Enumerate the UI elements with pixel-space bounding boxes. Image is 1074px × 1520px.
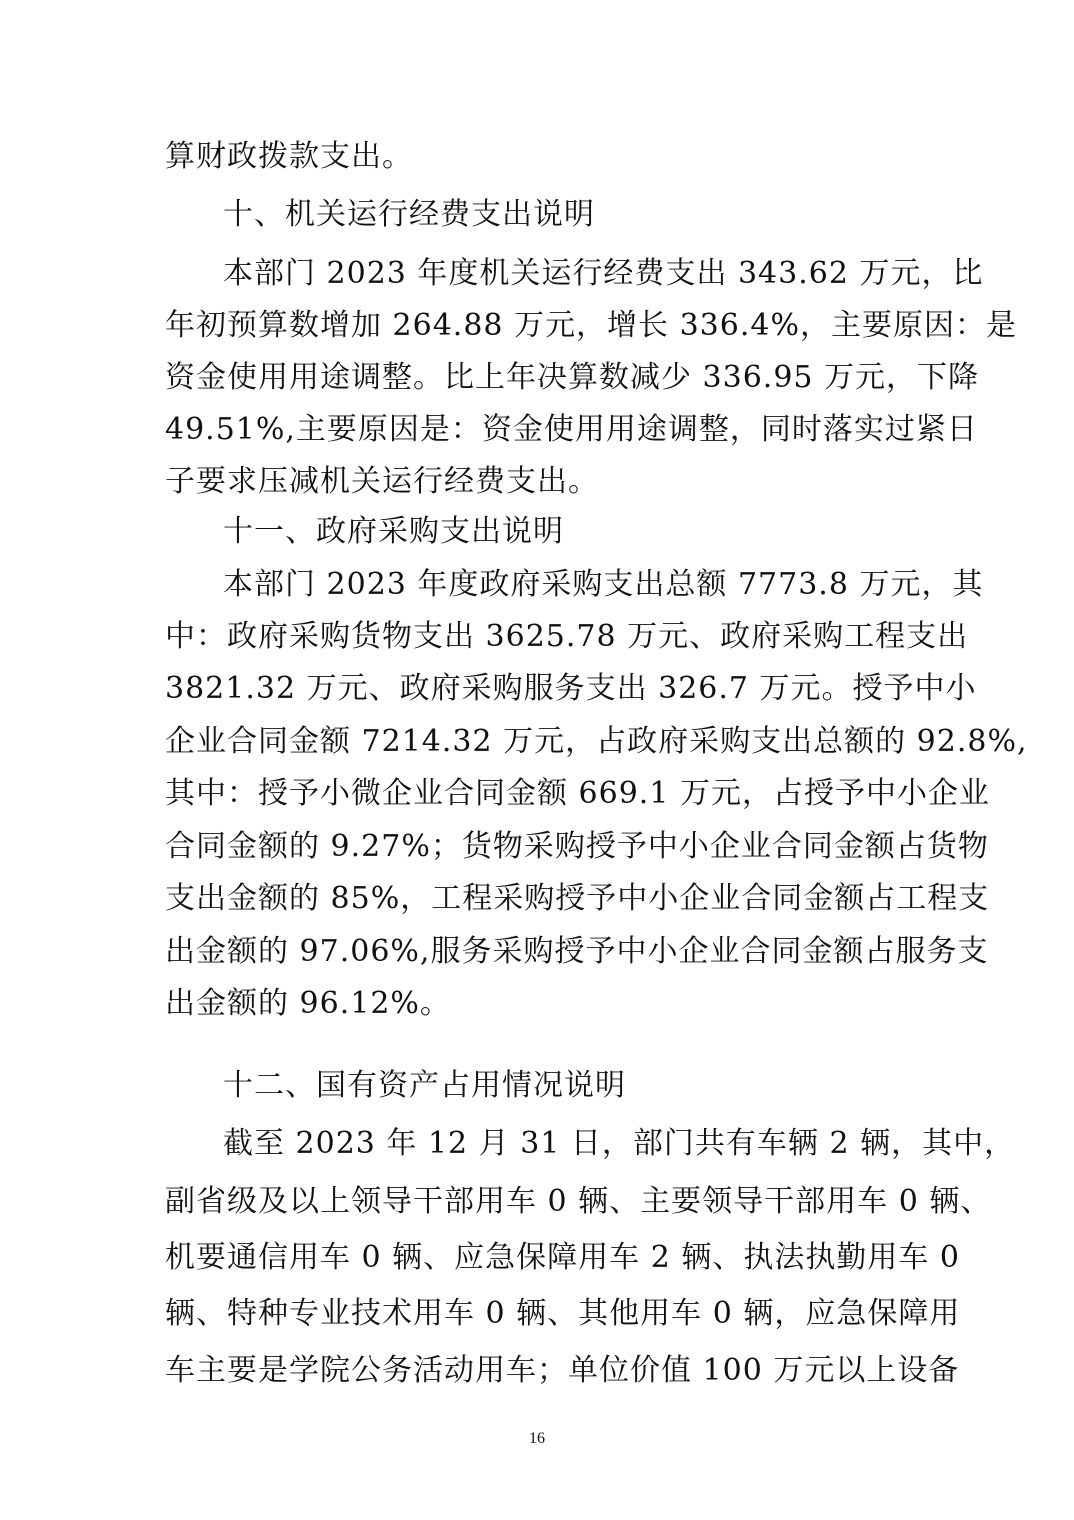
paragraph-line: 算财政拨款支出。: [165, 139, 413, 174]
section-11-heading: 十一、政府采购支出说明: [223, 514, 564, 549]
paragraph-line: 支出金额的 85%，工程采购授予中小企业合同金额占工程支: [165, 881, 990, 916]
paragraph-line: 截至 2023 年 12 月 31 日，部门共有车辆 2 辆，其中，: [223, 1126, 1016, 1161]
paragraph-line: 资金使用用途调整。比上年决算数减少 336.95 万元，下降: [165, 360, 980, 395]
paragraph-line: 49.51%,主要原因是：资金使用用途调整，同时落实过紧日: [165, 412, 978, 447]
paragraph-line: 出金额的 96.12%。: [165, 986, 451, 1021]
paragraph-line: 副省级及以上领导干部用车 0 辆、主要领导干部用车 0 辆、: [165, 1184, 992, 1219]
paragraph-line: 辆、特种专业技术用车 0 辆、其他用车 0 辆，应急保障用: [165, 1296, 961, 1331]
paragraph-line: 年初预算数增加 264.88 万元，增长 336.4%，主要原因：是: [165, 308, 1017, 343]
paragraph-line: 车主要是学院公务活动用车；单位价值 100 万元以上设备: [165, 1353, 960, 1388]
paragraph-line: 本部门 2023 年度政府采购支出总额 7773.8 万元，其: [223, 567, 984, 602]
paragraph-line: 子要求压减机关运行经费支出。: [165, 464, 599, 499]
paragraph-line: 本部门 2023 年度机关运行经费支出 343.62 万元，比: [223, 256, 984, 291]
paragraph-line: 机要通信用车 0 辆、应急保障用车 2 辆、执法执勤用车 0: [165, 1240, 960, 1275]
section-12-heading: 十二、国有资产占用情况说明: [223, 1068, 626, 1103]
paragraph-line: 中：政府采购货物支出 3625.78 万元、政府采购工程支出: [165, 619, 969, 654]
section-10-heading: 十、机关运行经费支出说明: [223, 197, 595, 232]
paragraph-line: 企业合同金额 7214.32 万元，占政府采购支出总额的 92.8%,: [165, 724, 1028, 759]
paragraph-line: 3821.32 万元、政府采购服务支出 326.7 万元。授予中小: [165, 671, 977, 706]
paragraph-line: 其中：授予小微企业合同金额 669.1 万元，占授予中小企业: [165, 776, 990, 811]
page-number: 16: [529, 1430, 545, 1447]
paragraph-line: 出金额的 97.06%,服务采购授予中小企业合同金额占服务支: [165, 934, 989, 969]
paragraph-line: 合同金额的 9.27%；货物采购授予中小企业合同金额占货物: [165, 829, 989, 864]
